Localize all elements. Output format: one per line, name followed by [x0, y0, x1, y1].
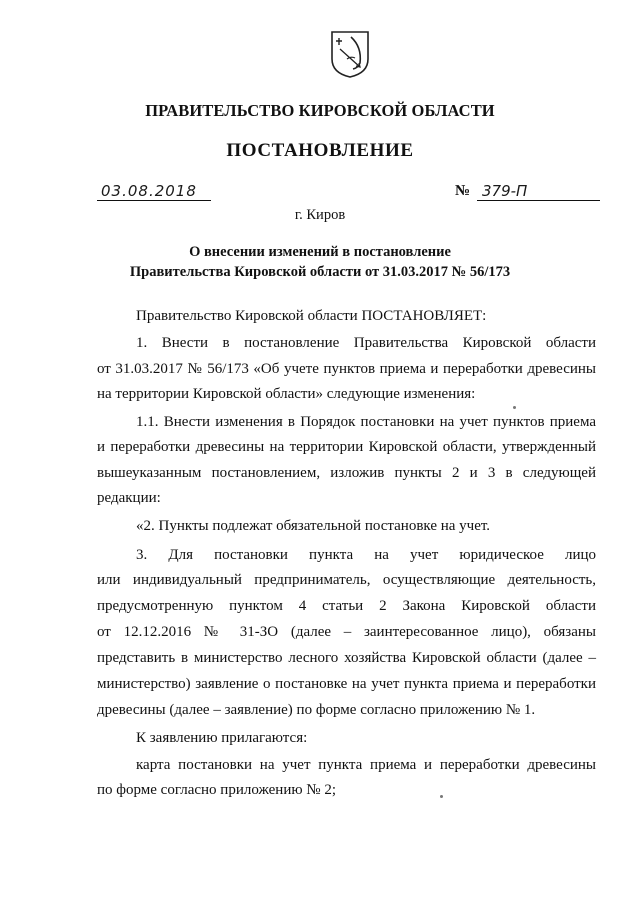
- body-line: представить в министерство лесного хозяйства Кировской области (далее –: [97, 650, 596, 666]
- number-label: №: [455, 183, 471, 199]
- body-line: министерство) заявление о постановке на учет пункта приема и переработки: [97, 676, 596, 692]
- kirov-oblast-coat-of-arms-icon: [329, 29, 371, 79]
- body-line: карта постановки на учет пункта приема и переработки древесины: [136, 757, 596, 773]
- body-line: древесины (далее – заявление) по форме согласно приложению № 1.: [97, 702, 536, 718]
- document-date: 03.08.2018: [97, 182, 211, 201]
- body-line: по форме согласно приложению № 2;: [97, 782, 337, 798]
- body-line: на территории Кировской области» следующие изменения:: [97, 386, 476, 402]
- body-line: вышеуказанным постановлением, изложив пункты 2 и 3 в следующей: [97, 465, 596, 481]
- scan-speck: [440, 795, 443, 798]
- body-line: от 12.12.2016 № 31-ЗО (далее – заинтересованное лицо), обязаны: [97, 624, 596, 640]
- body-line: 1. Внести в постановление Правительства Кировской области: [136, 335, 596, 351]
- body-line: от 31.03.2017 № 56/173 «Об учете пунктов приема и переработки древесины: [97, 361, 596, 377]
- body-line: К заявлению прилагаются:: [136, 730, 308, 746]
- document-title-line: О внесении изменений в постановление: [189, 244, 451, 260]
- body-line: Правительство Кировской области ПОСТАНОВЛЯЕТ:: [136, 308, 487, 324]
- organization-name: ПРАВИТЕЛЬСТВО КИРОВСКОЙ ОБЛАСТИ: [145, 101, 495, 120]
- body-line: и переработки древесины на территории Кировской области, утвержденный: [97, 439, 596, 455]
- document-number: 379-П: [477, 182, 600, 201]
- document-type: ПОСТАНОВЛЕНИЕ: [226, 140, 414, 161]
- body-line: предусмотренную пунктом 4 статьи 2 Закона Кировской области: [97, 598, 596, 614]
- document-title-line: Правительства Кировской области от 31.03.2017 № 56/173: [129, 264, 511, 280]
- body-line: «2. Пункты подлежат обязательной постановке на учет.: [136, 518, 491, 534]
- scan-speck: [513, 406, 516, 409]
- body-line: 3. Для постановки пункта на учет юридическое лицо: [136, 547, 596, 563]
- body-line: редакции:: [97, 490, 161, 506]
- body-line: 1.1. Внести изменения в Порядок постановки на учет пунктов приема: [136, 414, 596, 430]
- body-line: или индивидуальный предприниматель, осуществляющие деятельность,: [97, 572, 596, 588]
- city: г. Киров: [294, 207, 346, 223]
